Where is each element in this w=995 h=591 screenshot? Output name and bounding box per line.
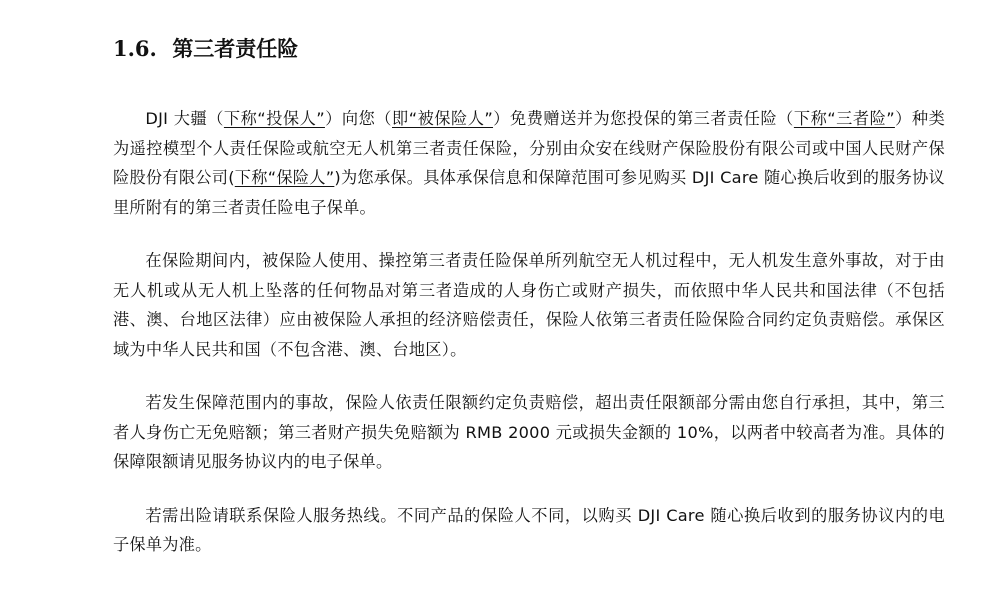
section-title: 第三者责任险 — [172, 37, 299, 61]
document-body — [113, 104, 945, 584]
intro-text-3: ）免费赠送并为您投保的第三者责任险（ — [493, 109, 794, 128]
policyholder-definition: 下称“投保人” — [223, 109, 325, 128]
insured-definition: 即“被保险人” — [392, 109, 494, 128]
paragraph-policy-intro — [113, 104, 945, 222]
paragraph-claims: 若需出险请联系保险人服务热线。不同产品的保险人不同，以购买 DJI Care 随心换后收到的服务协议内的电子保单为准。 — [113, 505, 945, 554]
intro-text-2: ）向您（ — [324, 109, 392, 128]
paragraph-coverage: 在保险期间内，被保险人使用、操控第三者责任险保单所列航空无人机过程中，无人机发生意外事故，对于由无人机或从无人机上坠落的任何物品对第三者造成的人身伤亡或财产损失，而依照中华人民共和国法律（不包括港、澳、台地区法律）应由被保险人承担的经济赔偿责任，保险人依第三者责任险保险合同约定负责赔偿。承保区域为中华人民共和国（不包含港、澳、台地区）。 — [113, 251, 945, 359]
intro-text-1: DJI 大疆（ — [145, 109, 224, 128]
section-heading — [113, 34, 298, 64]
third-party-insurance-definition: 下称“三者险” — [793, 109, 895, 128]
intro-text-5: )为您承保。具体承保信息和保障范围可参见购买 DJI Care 随心换后收到的服务协议里所附有的第三者责任险电子保单。 — [113, 168, 945, 217]
section-number: 1.6. — [113, 36, 157, 61]
intro-text-4: ）种类为遥控模型个人责任保险或航空无人机第三者责任保险，分别由众安在线财产保险股份有限公司或中国人民财产保险股份有限公司( — [113, 109, 946, 187]
paragraph-limits: 若发生保障范围内的事故，保险人依责任限额约定负责赔偿，超出责任限额部分需由您自行承担，其中，第三者人身伤亡无免赔额；第三者财产损失免赔额为 RMB 2000 元或损失金额的 10%，以两者中较高者为准。具体的保障限额请见服务协议内的电子保单。 — [113, 393, 945, 471]
insurer-definition: 下称“保险人” — [234, 168, 335, 187]
